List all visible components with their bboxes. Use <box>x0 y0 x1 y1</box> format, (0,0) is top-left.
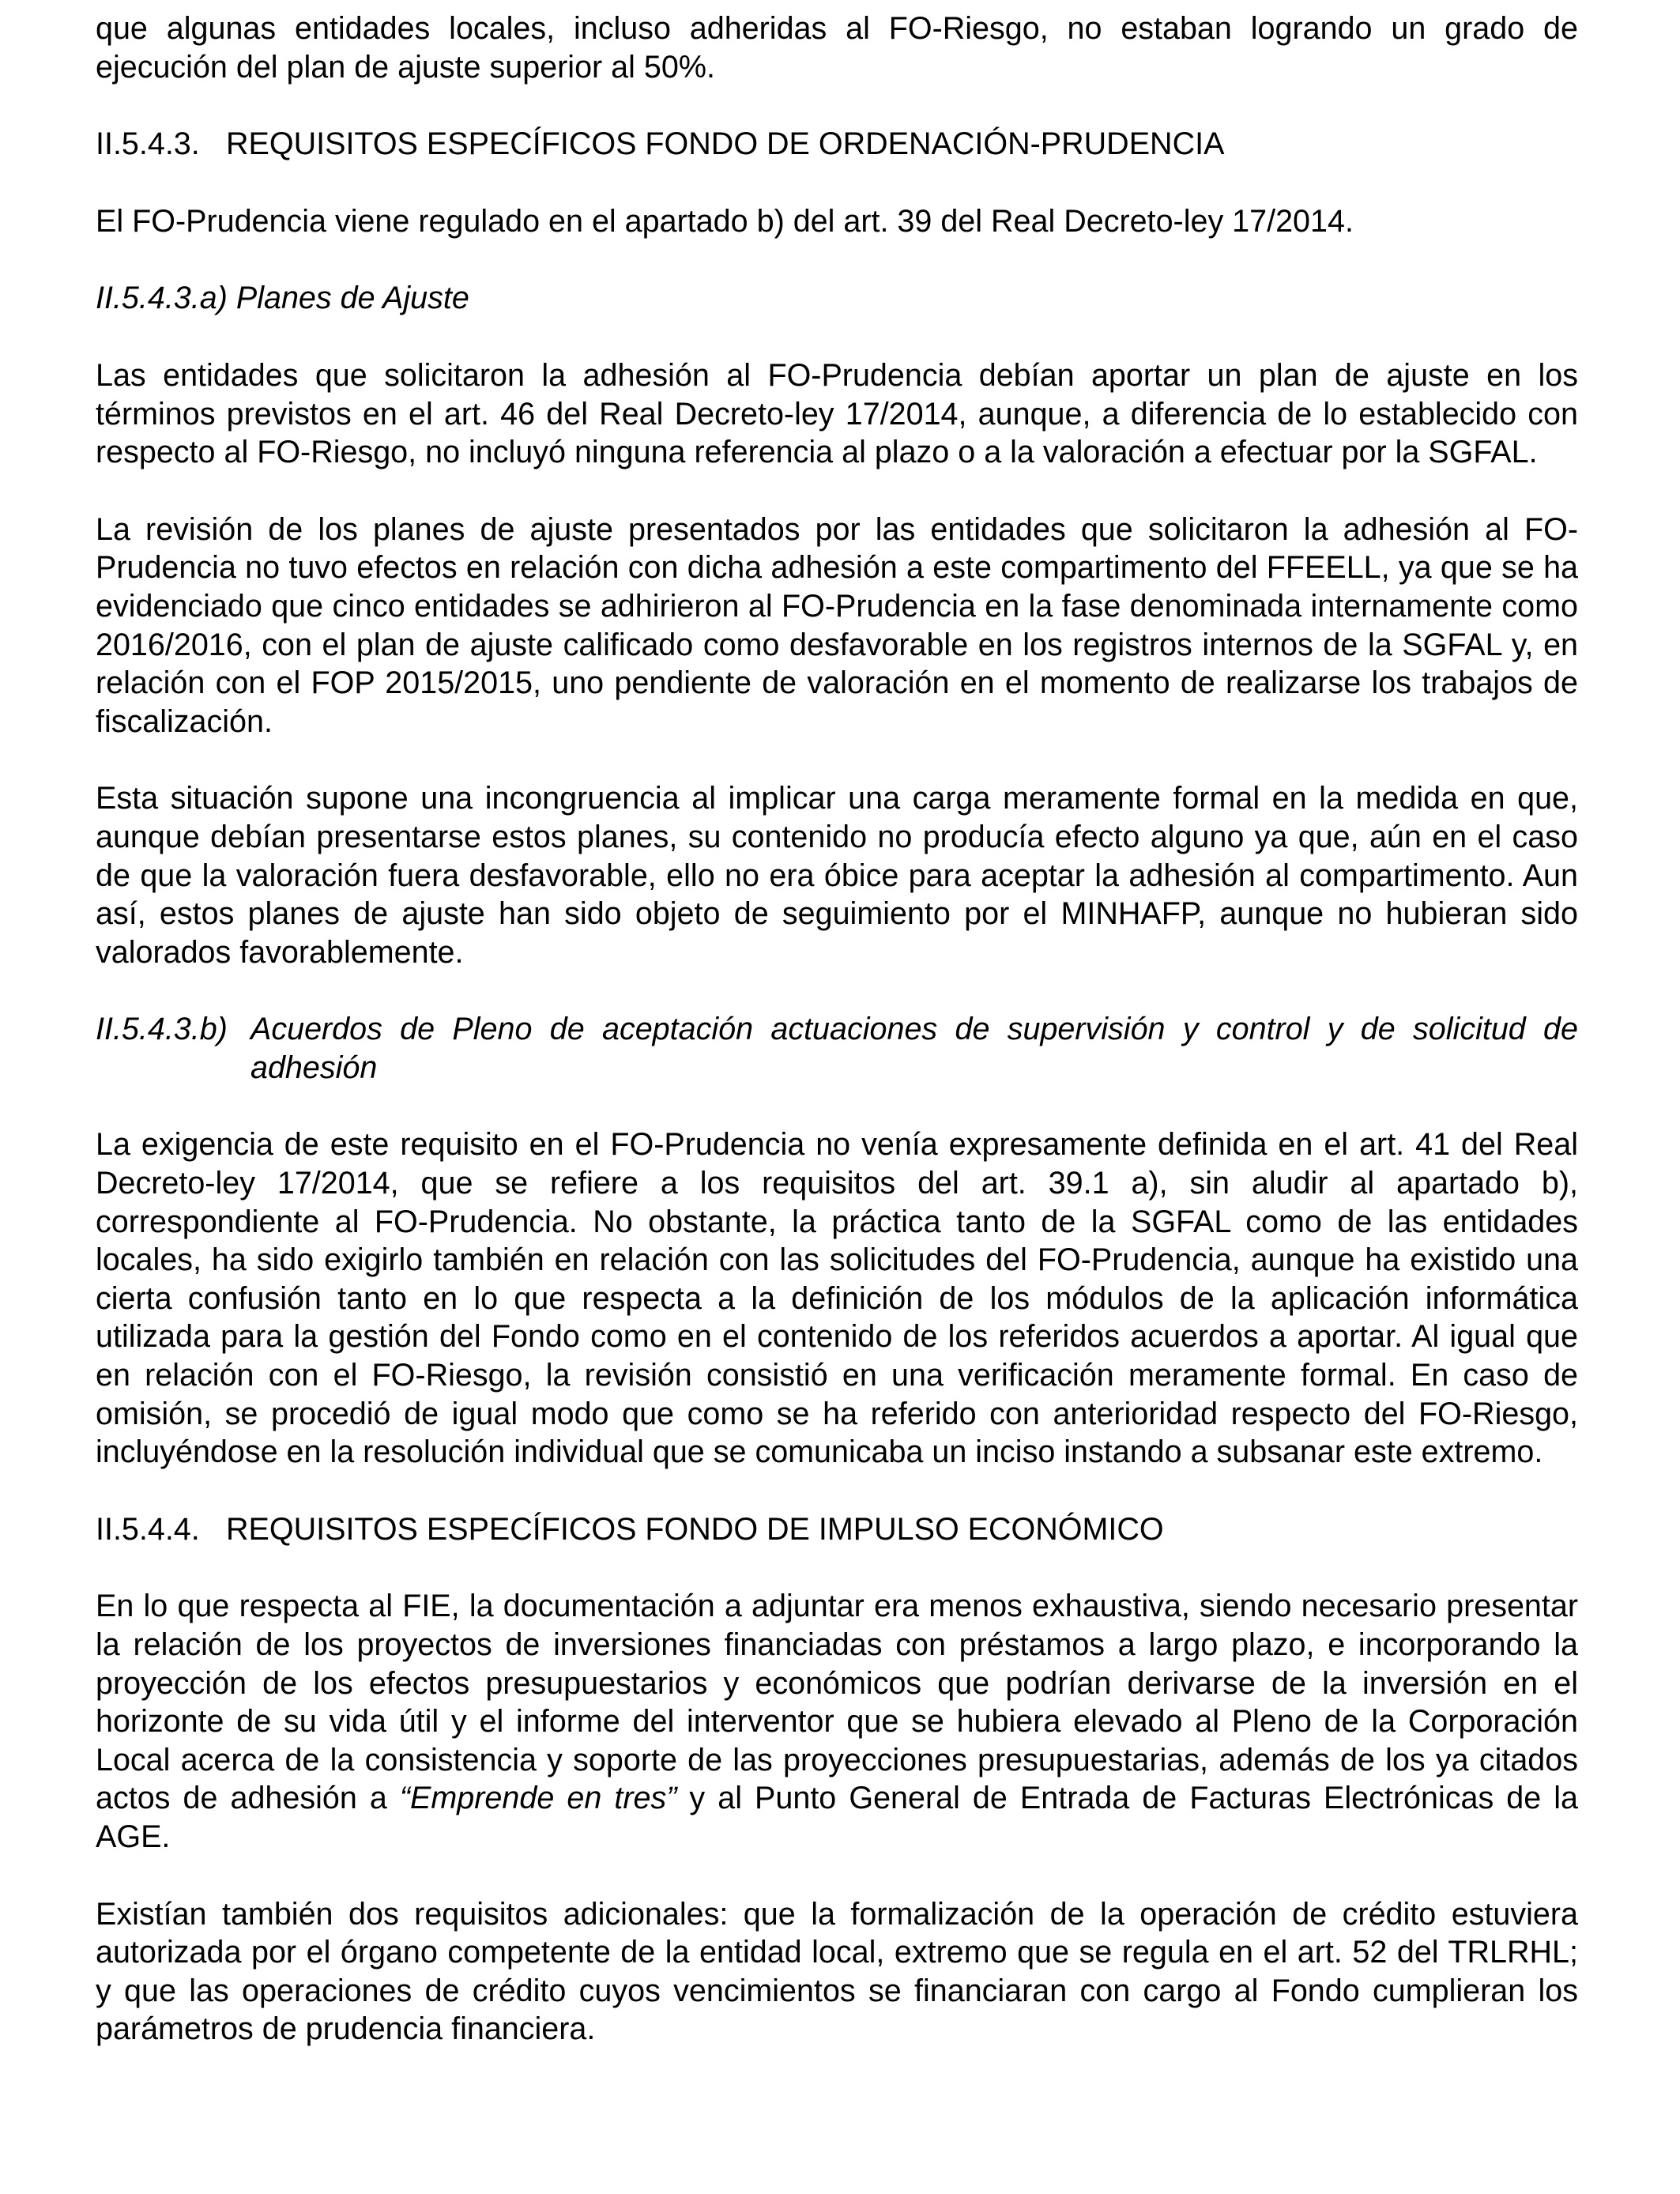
subsection-heading-acuerdos-pleno <box>96 1010 1578 1087</box>
section-heading-fo-prudencia <box>96 125 1578 164</box>
paragraph-fo-prudencia-regulation: El FO-Prudencia viene regulado en el apartado b) del art. 39 del Real Decreto-ley 17/2014. <box>96 203 1354 239</box>
emphasis-emprende-en-tres: “Emprende en tres” <box>399 1781 677 1816</box>
paragraph-fie-documentacion <box>96 1587 1578 1856</box>
document-page <box>96 9 1578 2049</box>
subsection-title: Planes de Ajuste <box>235 281 469 316</box>
paragraph-planes-ajuste: Las entidades que solicitaron la adhesión al FO-Prudencia debían aportar un plan de ajuste en los términos previstos en el art. 46 del Real Decreto-ley 17/2014, aunque, a diferencia de lo establecido con respecto al FO-Riesgo, no incluyó ninguna referencia al plazo o a la valoración a efectuar por la SGFAL. <box>96 357 1578 470</box>
paragraph-text: y al Punto General de Entrada de Facturas Electrónicas de la AGE. <box>96 1781 1579 1854</box>
subsection-heading-planes-ajuste <box>96 279 1578 318</box>
paragraph-revision-planes: La revisión de los planes de ajuste presentados por las entidades que solicitaron la adhesión al FO-Prudencia no tuvo efectos en relación con dicha adhesión a este compartimento del FFEELL, ya que se ha evidenciado que cinco entidades se adhirieron al FO-Prudencia en la fase denominada internamente como 2016/2016, con el plan de ajuste calificado como desfavorable en los registros internos de la SGFAL y, en relación con el FOP 2015/2015, uno pendiente de valoración en el momento de realizarse los trabajos de fiscalización. <box>96 511 1578 739</box>
section-title: REQUISITOS ESPECÍFICOS FONDO DE ORDENACIÓN-PRUDENCIA <box>226 126 1225 162</box>
section-title: REQUISITOS ESPECÍFICOS FONDO DE IMPULSO ECONÓMICO <box>226 1511 1164 1547</box>
paragraph-exigencia-requisito: La exigencia de este requisito en el FO-Prudencia no venía expresamente definida en el art. 41 del Real Decreto-ley 17/2014, que se refiere a los requisitos del art. 39.1 a), sin aludir al apartado b), correspondiente al FO-Prudencia. No obstante, la práctica tanto de la SGFAL como de las entidades locales, ha sido exigirlo también en relación con las solicitudes del FO-Prudencia, aunque ha existido una cierta confusión tanto en lo que respecta a la definición de los módulos de la aplicación informática utilizada para la gestión del Fondo como en el contenido de los referidos acuerdos a aportar. Al igual que en relación con el FO-Riesgo, la revisión consistió en una verificación meramente formal. En caso de omisión, se procedió de igual modo que como se ha referido con anterioridad respecto del FO-Riesgo, incluyéndose en la resolución individual que se comunicaba un inciso instando a subsanar este extremo. <box>96 1127 1578 1470</box>
paragraph-incongruencia: Esta situación supone una incongruencia al implicar una carga meramente formal en la medida en que, aunque debían presentarse estos planes, su contenido no producía efecto alguno ya que, aún en el caso de que la valoración fuera desfavorable, ello no era óbice para aceptar la adhesión al compartimento. Aun así, estos planes de ajuste han sido objeto de seguimiento por el MINHAFP, aunque no hubieran sido valorados favorablemente. <box>96 781 1578 970</box>
paragraph-text: En lo que respecta al FIE, la documentación a adjuntar era menos exhaustiva, siendo necesario presentar la relación de los proyectos de inversiones financiadas con préstamos a largo plazo, e incorporando la proyección de los efectos presupuestarios y económicos que podrían derivarse de la inversión en el horizonte de su vida útil y el informe del interventor que se hubiera elevado al Pleno de la Corporación Local acerca de la consistencia y soporte de las proyecciones presupuestarias, además de los ya citados actos de adhesión a <box>96 1589 1578 1816</box>
paragraph-requisitos-adicionales: Existían también dos requisitos adicionales: que la formalización de la operación de crédito estuviera autorizada por el órgano competente de la entidad local, extremo que se regula en el art. 52 del TRLRHL; y que las operaciones de crédito cuyos vencimientos se financiaran con cargo al Fondo cumplieran los parámetros de prudencia financiera. <box>96 1896 1578 2047</box>
section-heading-fie <box>96 1510 1578 1549</box>
section-number: II.5.4.4. <box>96 1511 200 1547</box>
subsection-title: Acuerdos de Pleno de aceptación actuaciones de supervisión y control y de solicitud de adhesión <box>250 1012 1578 1085</box>
subsection-number: II.5.4.3.a) <box>96 281 228 316</box>
paragraph-continuation: que algunas entidades locales, incluso adheridas al FO-Riesgo, no estaban logrando un grado de ejecución del plan de ajuste superior al 50%. <box>96 11 1578 85</box>
section-number: II.5.4.3. <box>96 126 200 162</box>
subsection-number: II.5.4.3.b) <box>96 1012 228 1047</box>
